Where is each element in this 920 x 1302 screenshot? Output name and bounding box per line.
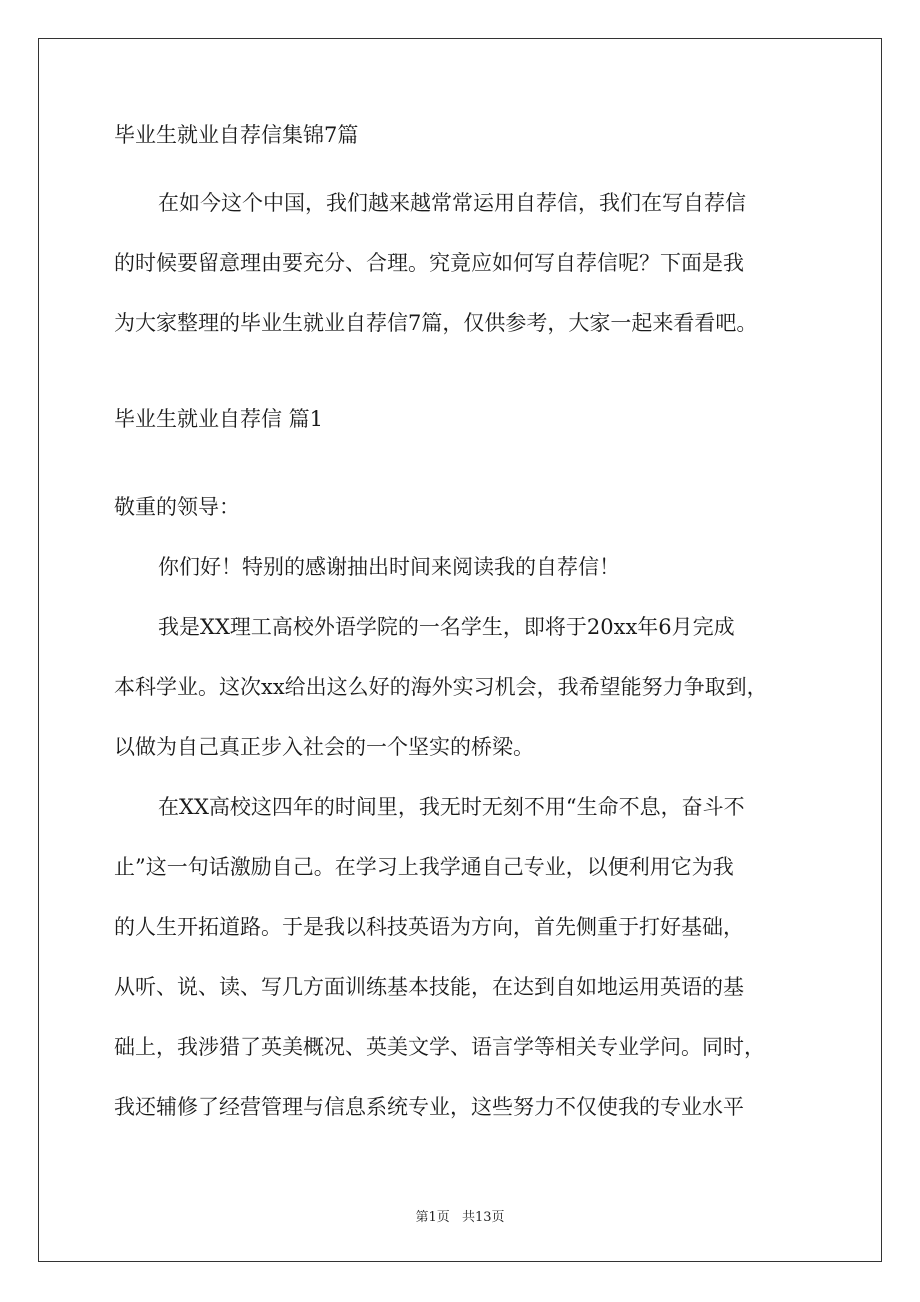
page-number: 第1页 — [415, 1210, 450, 1225]
paragraph-line: 础上，我涉猎了英美概况、英美文学、语言学等相关专业学问。同时， — [114, 1035, 765, 1059]
greeting-line: 你们好！特别的感谢抽出时间来阅读我的自荐信！ — [158, 555, 620, 579]
paragraph-line: 从听、说、读、写几方面训练基本技能，在达到自如地运用英语的基 — [114, 975, 744, 999]
paragraph-line: 我是XX理工高校外语学院的一名学生，即将于20xx年6月完成 — [158, 615, 735, 639]
paragraph-line: 我还辅修了经营管理与信息系统专业，这些努力不仅使我的专业水平 — [114, 1095, 744, 1119]
section-heading: 毕业生就业自荐信 篇1 — [114, 407, 324, 431]
paragraph-line: 在XX高校这四年的时间里，我无时无刻不用“生命不息，奋斗不 — [158, 795, 745, 819]
paragraph-line: 以做为自己真正步入社会的一个坚实的桥梁。 — [114, 735, 534, 759]
page-footer — [0, 1206, 920, 1225]
salutation: 敬重的领导： — [114, 495, 240, 519]
intro-line: 为大家整理的毕业生就业自荐信7篇，仅供参考，大家一起来看看吧。 — [114, 311, 758, 335]
paragraph-line: 的人生开拓道路。于是我以科技英语为方向，首先侧重于打好基础， — [114, 915, 744, 939]
paragraph-line: 止”这一句话激励自己。在学习上我学通自己专业，以便利用它为我 — [114, 855, 734, 879]
document-title: 毕业生就业自荐信集锦7篇 — [114, 123, 359, 147]
intro-line: 的时候要留意理由要充分、合理。究竟应如何写自荐信呢？下面是我 — [114, 251, 744, 275]
paragraph-line: 本科学业。这次xx给出这么好的海外实习机会，我希望能努力争取到， — [114, 675, 768, 699]
intro-line: 在如今这个中国，我们越来越常常运用自荐信，我们在写自荐信 — [158, 191, 746, 215]
page-total: 共13页 — [461, 1210, 505, 1225]
page-border — [38, 38, 882, 1262]
